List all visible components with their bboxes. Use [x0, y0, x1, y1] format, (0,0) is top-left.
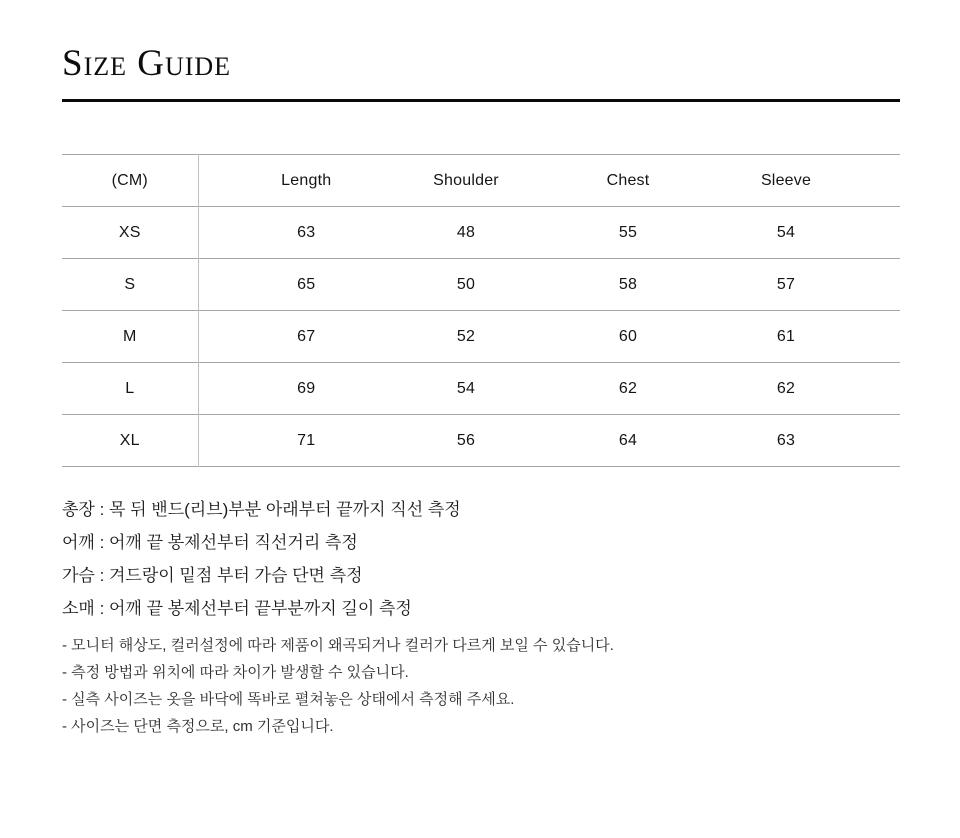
table-row-m: [62, 311, 900, 363]
value-cell: 71: [198, 415, 414, 467]
value-cell: 54: [738, 207, 834, 259]
note-line: - 사이즈는 단면 측정으로, cm 기준입니다.: [62, 718, 334, 735]
title-divider: [62, 99, 900, 102]
size-cell: M: [62, 311, 198, 363]
spacer-cell: [834, 155, 900, 207]
value-cell: 64: [518, 415, 738, 467]
size-cell: L: [62, 363, 198, 415]
value-cell: 60: [518, 311, 738, 363]
table-row-s: [62, 259, 900, 311]
table-row-xl: [62, 415, 900, 467]
value-cell: 63: [738, 415, 834, 467]
spacer-cell: [834, 207, 900, 259]
table-row-xs: [62, 207, 900, 259]
value-cell: 63: [198, 207, 414, 259]
column-header-shoulder: Shoulder: [433, 171, 499, 189]
value-cell: 54: [414, 363, 518, 415]
value-cell: 67: [198, 311, 414, 363]
size-cell: XS: [62, 207, 198, 259]
measurement-line-shoulder: 어깨 : 어깨 끝 봉제선부터 직선거리 측정: [62, 533, 358, 552]
spacer-cell: [834, 311, 900, 363]
measurement-line-total-length: 총장 : 목 뒤 밴드(리브)부분 아래부터 끝까지 직선 측정: [62, 500, 461, 519]
measurement-guide: [62, 493, 900, 625]
value-cell: 50: [414, 259, 518, 311]
value-cell: 62: [738, 363, 834, 415]
value-cell: 65: [198, 259, 414, 311]
column-header-sleeve: Sleeve: [760, 171, 812, 189]
measurement-line-chest: 가슴 : 겨드랑이 밑점 부터 가슴 단면 측정: [62, 566, 363, 585]
size-table-header-row: [62, 155, 900, 207]
value-cell: 58: [518, 259, 738, 311]
value-cell: 69: [198, 363, 414, 415]
spacer-cell: [834, 415, 900, 467]
note-line: - 측정 방법과 위치에 따라 차이가 발생할 수 있습니다.: [62, 664, 409, 681]
page-title: Size Guide: [62, 43, 232, 84]
size-cell: XL: [62, 415, 198, 467]
value-cell: 62: [518, 363, 738, 415]
column-header-length: Length: [281, 171, 332, 189]
spacer-cell: [834, 363, 900, 415]
size-table: [62, 154, 900, 467]
unit-label-cell: (CM): [62, 155, 198, 207]
value-cell: 56: [414, 415, 518, 467]
value-cell: 57: [738, 259, 834, 311]
value-cell: 52: [414, 311, 518, 363]
spacer-cell: [834, 259, 900, 311]
note-line: - 모니터 해상도, 컬러설정에 따라 제품이 왜곡되거나 컬러가 다르게 보일 수 있습니다.: [62, 637, 614, 654]
column-header-chest: Chest: [606, 171, 650, 189]
size-cell: S: [62, 259, 198, 311]
table-row-l: [62, 363, 900, 415]
notes: [62, 632, 900, 740]
measurement-line-sleeve: 소매 : 어깨 끝 봉제선부터 끝부분까지 길이 측정: [62, 599, 412, 618]
note-line: - 실측 사이즈는 옷을 바닥에 똑바로 펼쳐놓은 상태에서 측정해 주세요.: [62, 691, 515, 708]
size-guide-section: [62, 0, 900, 740]
value-cell: 55: [518, 207, 738, 259]
value-cell: 48: [414, 207, 518, 259]
value-cell: 61: [738, 311, 834, 363]
